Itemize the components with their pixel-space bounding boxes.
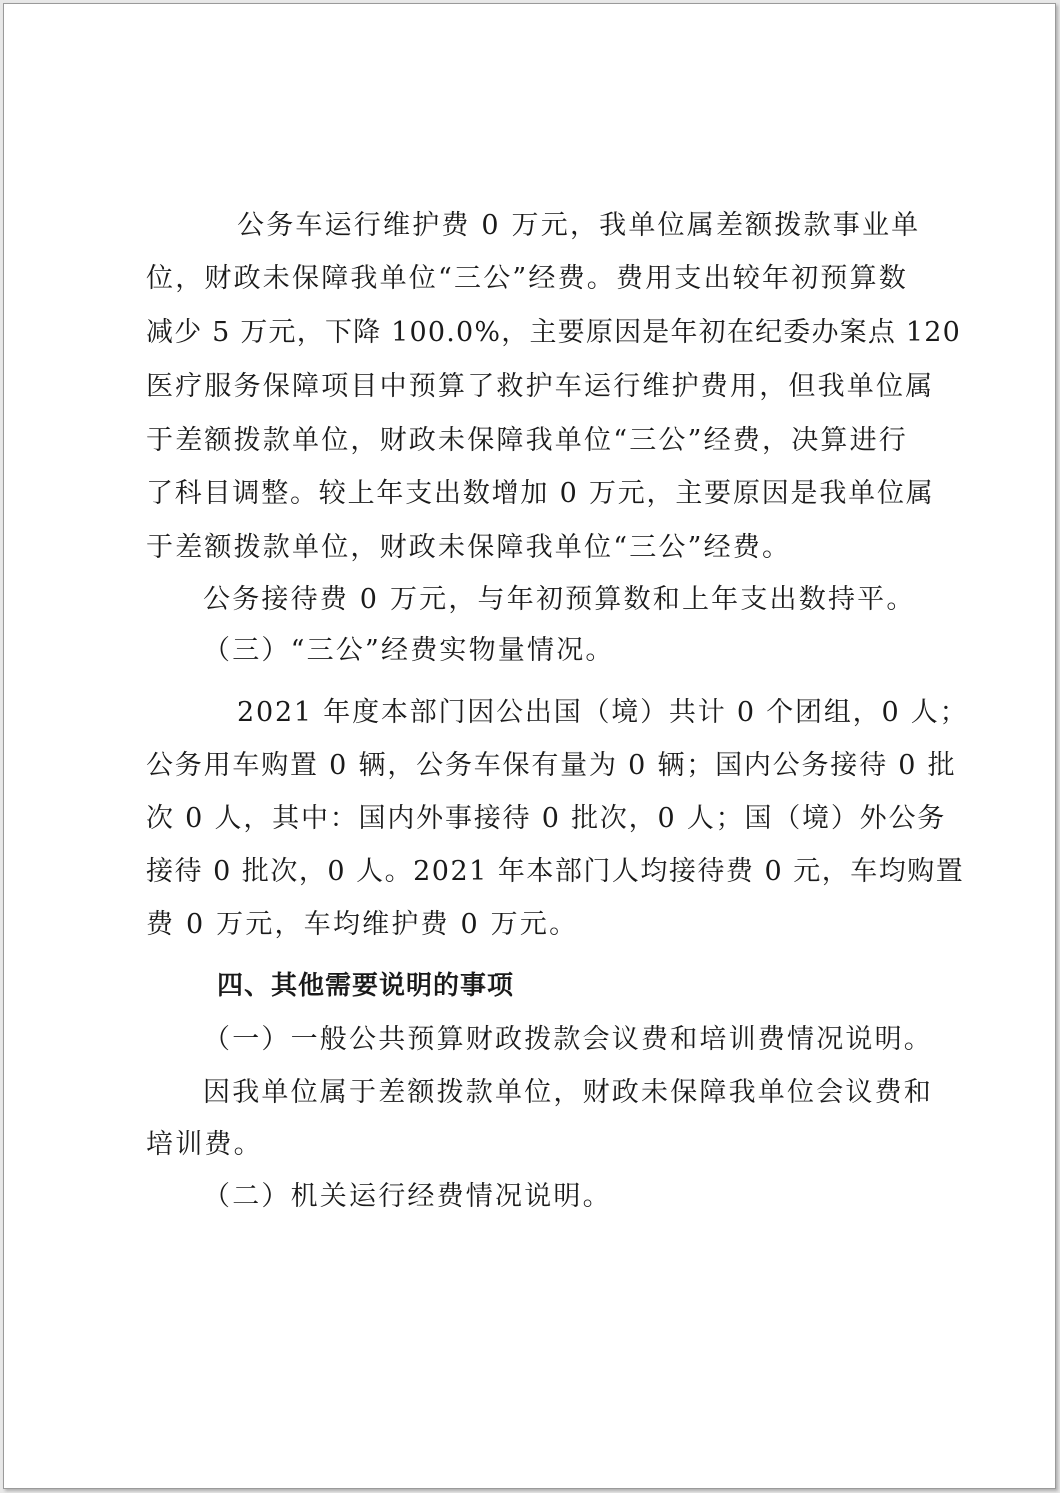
text-line: 费 0 万元，车均维护费 0 万元。 bbox=[146, 909, 579, 940]
text-line: 接待 0 批次，0 人。2021 年本部门人均接待费 0 元，车均购置 bbox=[146, 856, 965, 887]
text-line: 于差额拨款单位，财政未保障我单位“三公”经费。 bbox=[146, 532, 792, 563]
section-subheading: （一）一般公共预算财政拨款会议费和培训费情况说明。 bbox=[203, 1024, 933, 1055]
text-line: 于差额拨款单位，财政未保障我单位“三公”经费，决算进行 bbox=[146, 425, 909, 456]
text-line: 公务用车购置 0 辆，公务车保有量为 0 辆；国内公务接待 0 批 bbox=[146, 750, 957, 781]
section-subheading: （二）机关运行经费情况说明。 bbox=[203, 1181, 612, 1212]
section-heading: 四、其他需要说明的事项 bbox=[217, 971, 515, 1001]
text-line: 次 0 人，其中：国内外事接待 0 批次，0 人；国（境）外公务 bbox=[146, 803, 947, 834]
text-line: 2021 年度本部门因公出国（境）共计 0 个团组，0 人； bbox=[237, 697, 969, 728]
text-line: 培训费。 bbox=[146, 1129, 263, 1160]
text-line: 因我单位属于差额拨款单位，财政未保障我单位会议费和 bbox=[203, 1077, 933, 1108]
document-page bbox=[3, 3, 1056, 1489]
text-line: 公务车运行维护费 0 万元，我单位属差额拨款事业单 bbox=[237, 210, 921, 241]
text-line: 减少 5 万元，下降 100.0%，主要原因是年初在纪委办案点 120 bbox=[146, 317, 961, 348]
text-line: 位，财政未保障我单位“三公”经费。费用支出较年初预算数 bbox=[146, 263, 909, 294]
text-line: 医疗服务保障项目中预算了救护车运行维护费用，但我单位属 bbox=[146, 371, 935, 402]
text-line: 了科目调整。较上年支出数增加 0 万元，主要原因是我单位属 bbox=[146, 478, 935, 509]
text-line: 公务接待费 0 万元，与年初预算数和上年支出数持平。 bbox=[203, 584, 916, 615]
section-subheading: （三）“三公”经费实物量情况。 bbox=[203, 635, 615, 666]
